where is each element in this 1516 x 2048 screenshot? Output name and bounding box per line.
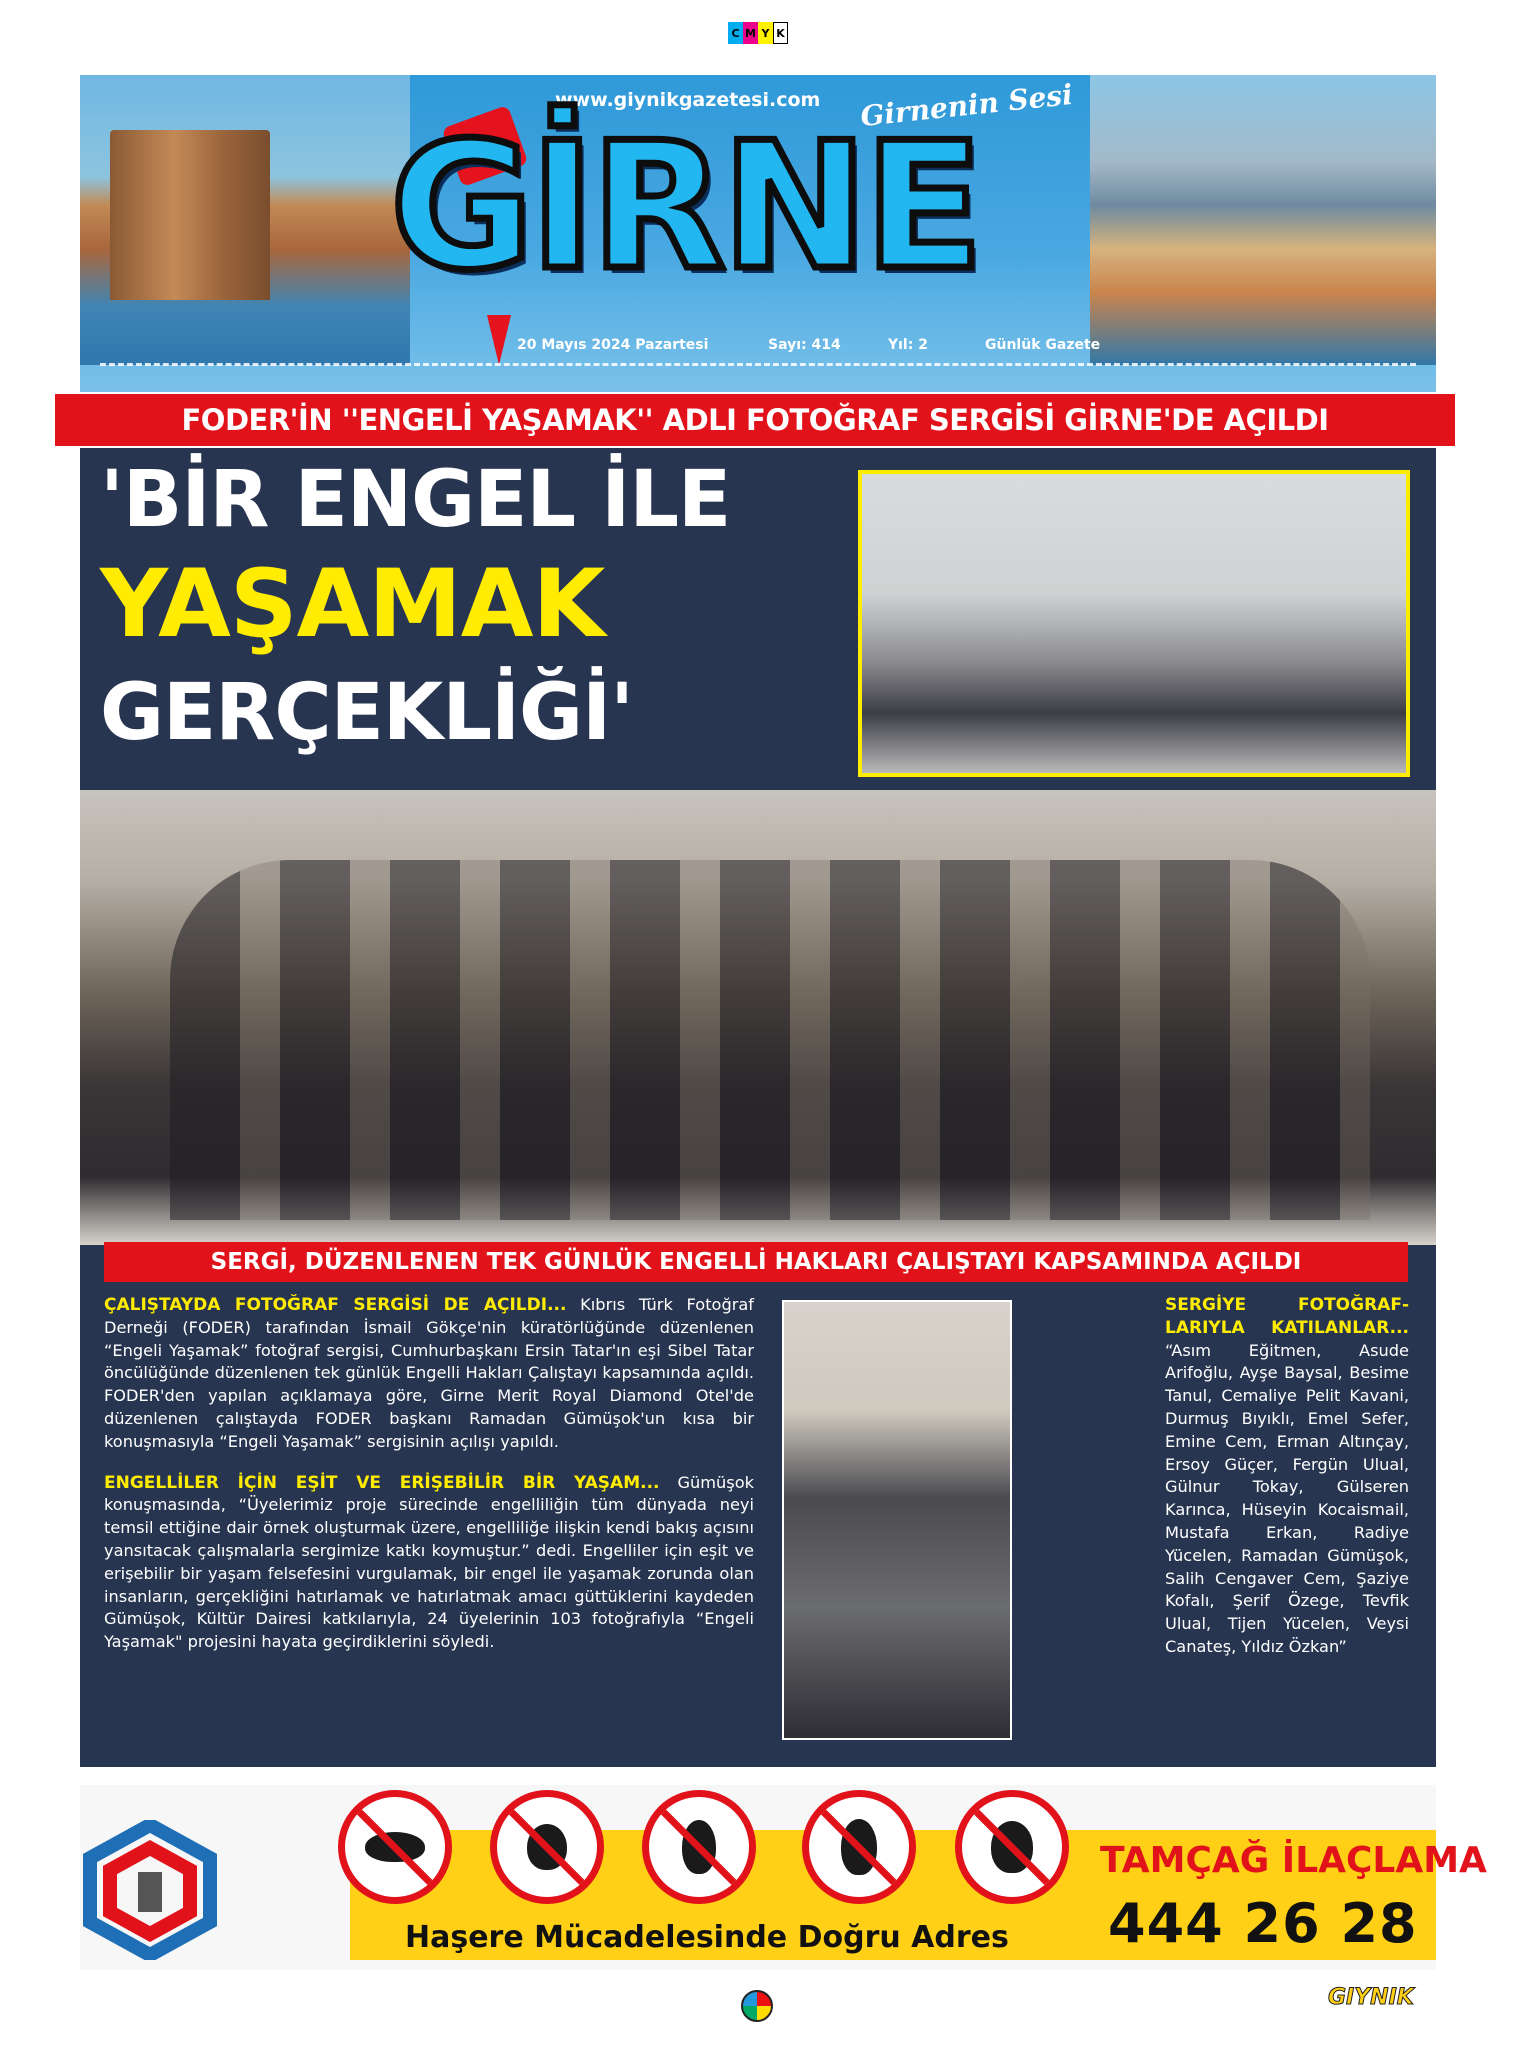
subheadline-banner: SERGİ, DÜZENLENEN TEK GÜNLÜK ENGELLİ HAKLARI ÇALIŞTAYI KAPSAMINDA AÇILDI	[104, 1242, 1408, 1282]
ad-phone-number[interactable]: 444 26 28	[1108, 1892, 1418, 1955]
paragraph-1-lead: ÇALIŞTAYDA FOTOĞRAF SERGİSİ DE AÇILDI...	[104, 1295, 567, 1315]
headline-line-3: GERÇEKLİĞİ'	[100, 668, 633, 758]
article-paragraph-1	[104, 1294, 754, 1454]
paragraph-1-body: Kıbrıs Türk Fotoğraf Derneği (FODER) tarafından İsmail Gökçe'nin küratörlüğünde düzenlenen “Engeli Yaşamak” fotoğraf sergisi, Cumhurbaşkanı Ersin Tatar'ın eşi Sibel Tatar öncülüğünde düzenlenen tek günlük Engelli Hakları Çalıştayı kapsamında açıldı. FODER'den yapılan açıklamaya göre, Girne Merit Royal Diamond Otel'de düzenlenen çalıştayda FODER başkanı Ramadan Gümüşok'un kısa bir konuşmasıyla “Engeli Yaşamak” sergisinin açılışı yapıldı.	[104, 1295, 754, 1451]
paragraph-2-body: Gümüşok konuşmasında, “Üyelerimiz proje sürecinde engelliliğin tüm dünyada neyi temsil ettiğine dair örnek oluşturmak üzere, engelliliğe ilişkin kendi bakış açısını yansıtacak çalışmalarla sergimize katkı koymuştur.” dedi. Engelliler için eşit ve erişebilir bir yaşam felsefesini vurgulamak, bir engel ile yaşamak zorunda olan insanların, gerçekliğini hatırlamak ve hatırlatmak amacı güttüklerini kaydeden Gümüşok, Kültür Dairesi katkılarıyla, 24 üyelerinin 103 fotoğrafıyla “Engeli Yaşamak" projesini hayata geçirdiklerini söyledi.	[104, 1472, 754, 1652]
cockroach-icon	[802, 1790, 916, 1904]
ad-slogan: Haşere Mücadelesinde Doğru Adres	[405, 1920, 1009, 1955]
newspaper-type: Günlük Gazete	[985, 337, 1101, 353]
website-url[interactable]: www.giynikgazetesi.com	[555, 89, 821, 111]
article-left-column	[104, 1294, 754, 1654]
issue-year: Yıl: 2	[888, 337, 928, 353]
paragraph-2-lead: ENGELLİLER İÇİN EŞİT VE ERİŞEBİLİR BİR YAŞAM...	[104, 1472, 660, 1493]
masthead-divider	[100, 363, 1416, 366]
headline-line-1: 'BİR ENGEL İLE	[100, 455, 731, 545]
cmyk-k: K	[773, 22, 788, 44]
wheelchair-photo	[782, 1300, 1012, 1740]
kyrenia-harbour-painting	[1090, 75, 1436, 365]
beetle-icon	[955, 1790, 1069, 1904]
cmyk-m: M	[743, 22, 758, 44]
registration-mark-icon	[741, 1990, 773, 2022]
tick-icon	[490, 1790, 604, 1904]
issue-date: 20 Mayıs 2024 Pazartesi	[517, 337, 709, 353]
publisher-signature: GIYNIK	[1328, 1985, 1414, 2010]
paragraph-3-lead: SERGİYE FOTOĞRAFLARIYLA KATILANLAR...	[1165, 1295, 1409, 1338]
group-photo-people	[170, 860, 1370, 1220]
article-right-column	[1165, 1294, 1409, 1659]
article-paragraph-2	[104, 1472, 754, 1654]
company-logo-icon	[80, 1820, 220, 1960]
masthead-slogan: Girnenin Sesi	[858, 77, 1075, 134]
newspaper-logo: GİRNE	[390, 106, 980, 309]
ad-company-name: TAMÇAĞ İLAÇLAMA	[1100, 1840, 1487, 1881]
cmyk-y: Y	[758, 22, 773, 44]
ribbon-cutting-photo	[858, 470, 1410, 777]
paragraph-3-body: “Asım Eğitmen, Asude Arifoğlu, Ayşe Baysal, Besime Tanul, Cemaliye Pelit Kavani, Durmuş Bıyıklı, Emel Sefer, Emine Cem, Erman Altınçay, Ersoy Güçer, Fergün Ulual, Gülnur Tokay, Gülseren Karınca, Hüseyin Kocaismail, Mustafa Erkan, Radiye Yücelen, Ramadan Gümüşok, Salih Cengaver Cem, Şaziye Kofalı, Şerif Özege, Tevfik Ulual, Tijen Yücelen, Veysi Canateş, Yıldız Özkan”	[1165, 1340, 1409, 1656]
pushpin-tip-icon	[487, 315, 511, 365]
cmyk-registration-strip	[728, 22, 788, 44]
article-paragraph-3	[1165, 1294, 1409, 1659]
castle-illustration	[110, 130, 270, 300]
rat-icon	[338, 1790, 452, 1904]
fly-icon	[642, 1790, 756, 1904]
issue-number: Sayı: 414	[768, 337, 841, 353]
cmyk-c: C	[728, 22, 743, 44]
headline-line-2: YAŞAMAK	[100, 550, 605, 659]
masthead	[80, 75, 1436, 395]
kicker-banner: FODER'İN ''ENGELİ YAŞAMAK'' ADLI FOTOĞRAF SERGİSİ GİRNE'DE AÇILDI	[53, 392, 1457, 448]
